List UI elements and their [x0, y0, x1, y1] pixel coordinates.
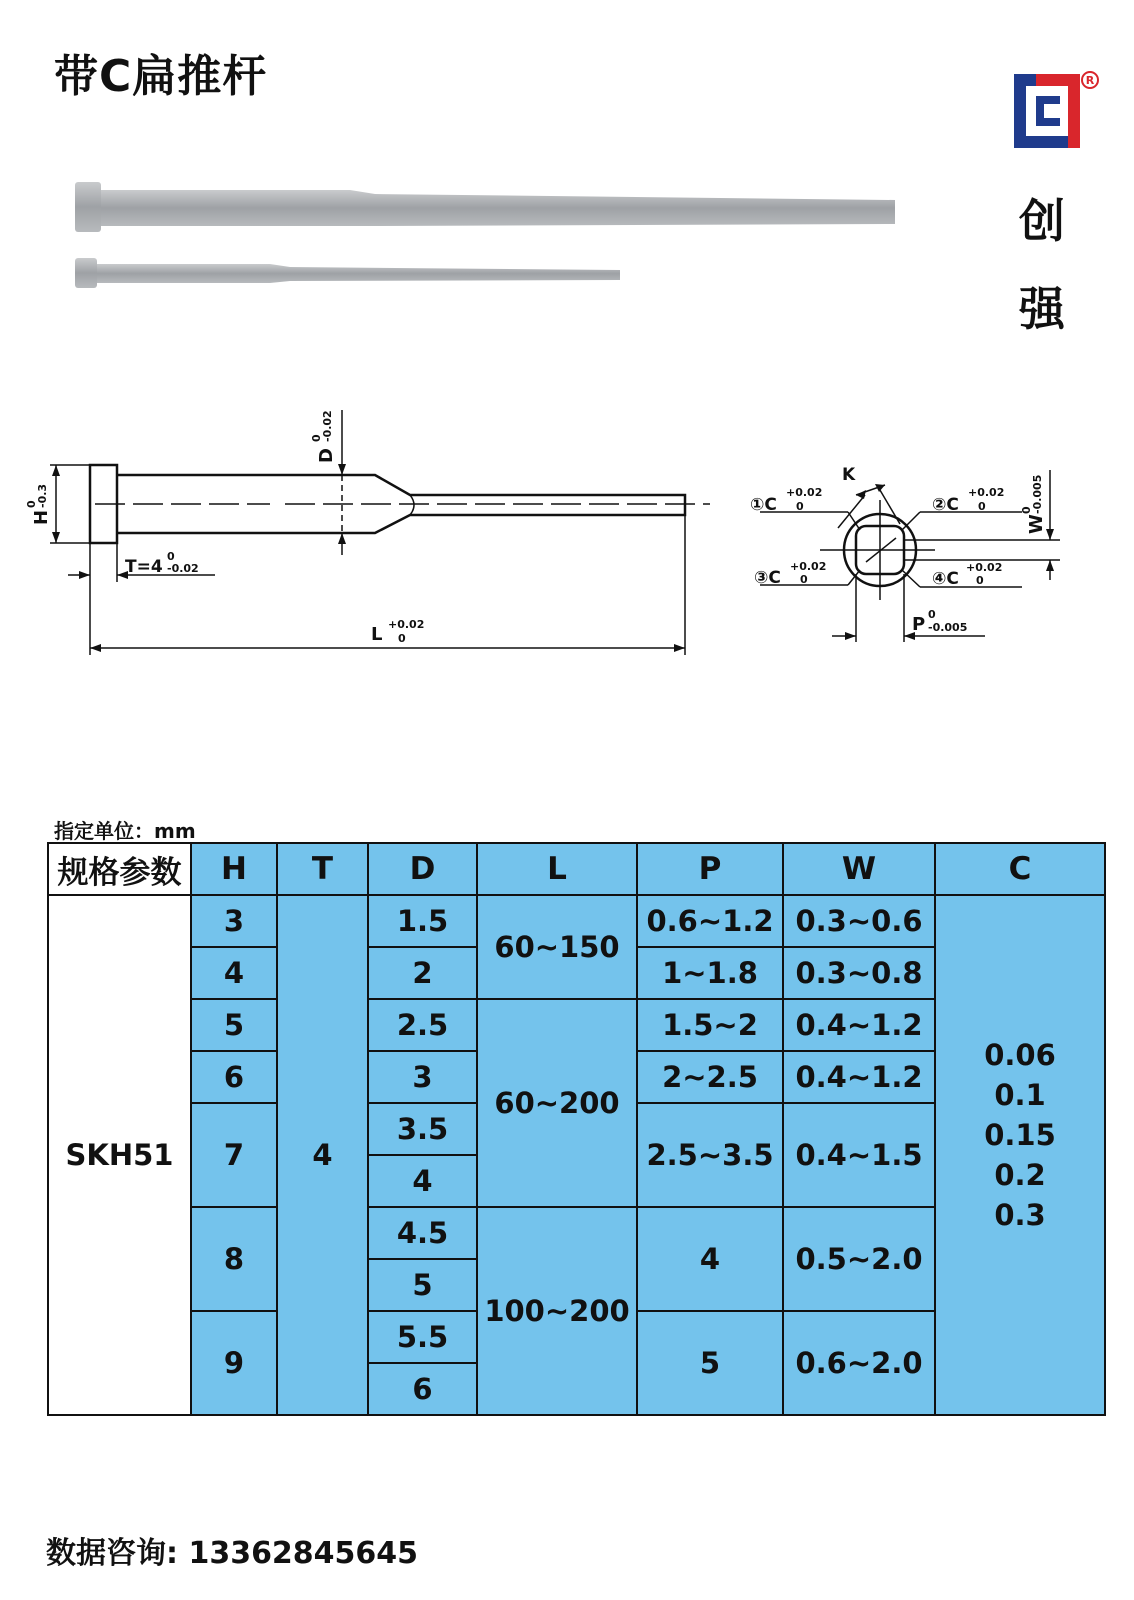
t-cell: 4 [277, 895, 368, 1415]
large-pin [75, 182, 895, 232]
unit-note: 指定单位：mm [54, 819, 196, 843]
l-cell: 60~200 [477, 999, 637, 1207]
c-value: 0.3 [994, 1198, 1046, 1232]
header-spec: 规格参数 [48, 843, 191, 895]
t-label: T=4 [125, 557, 163, 577]
d-cell: 2.5 [368, 999, 477, 1051]
p-cell: 5 [637, 1311, 783, 1415]
h-tol-upper: 0 [25, 500, 38, 508]
p-cell: 2~2.5 [637, 1051, 783, 1103]
d-cell: 2 [368, 947, 477, 999]
d-tol-upper: 0 [310, 434, 323, 442]
header-d: D [368, 843, 477, 895]
l-cell: 60~150 [477, 895, 637, 999]
brand-char-1: 创 [1019, 194, 1065, 248]
brand-char-2: 强 [1019, 282, 1065, 336]
chamfer-1-tol-lower: 0 [796, 500, 804, 513]
chamfer-4-tol-lower: 0 [976, 574, 984, 587]
h-cell: 5 [191, 999, 277, 1051]
p-tol-upper: 0 [928, 608, 936, 621]
h-cell: 6 [191, 1051, 277, 1103]
small-pin [75, 258, 620, 288]
d-tol-lower: -0.02 [321, 410, 334, 442]
d-label: D [316, 448, 337, 463]
header-l: L [477, 843, 637, 895]
w-cell: 0.3~0.8 [783, 947, 935, 999]
d-cell: 5 [368, 1259, 477, 1311]
w-cell: 0.4~1.2 [783, 1051, 935, 1103]
chamfer-3-tol-lower: 0 [800, 573, 808, 586]
w-cell: 0.4~1.2 [783, 999, 935, 1051]
d-cell: 4 [368, 1155, 477, 1207]
chamfer-4-label: ④C [932, 569, 959, 589]
l-tol-upper: +0.02 [388, 618, 425, 631]
l-tol-lower: 0 [398, 632, 406, 645]
chamfer-1-tol-upper: +0.02 [786, 486, 823, 499]
p-cell: 2.5~3.5 [637, 1103, 783, 1207]
table-row [48, 895, 1105, 947]
k-label: K [842, 465, 856, 485]
h-cell: 4 [191, 947, 277, 999]
d-cell: 6 [368, 1363, 477, 1415]
svg-text:R: R [1085, 74, 1095, 87]
page-title: 带C扁推杆 [54, 51, 268, 102]
c-cell [935, 895, 1105, 1415]
p-cell: 1~1.8 [637, 947, 783, 999]
d-cell: 3.5 [368, 1103, 477, 1155]
header-t: T [277, 843, 368, 895]
d-cell: 3 [368, 1051, 477, 1103]
h-cell: 3 [191, 895, 277, 947]
l-cell: 100~200 [477, 1207, 637, 1415]
w-tol-lower: -0.005 [1031, 474, 1044, 514]
side-view-drawing [20, 400, 740, 680]
chamfer-3-label: ③C [754, 568, 781, 588]
t-tol-lower: -0.02 [167, 562, 199, 575]
h-cell: 7 [191, 1103, 277, 1207]
h-label: H [31, 509, 52, 525]
header-p: P [637, 843, 783, 895]
end-view-drawing [750, 460, 1090, 660]
product-photo [70, 170, 930, 310]
c-value: 0.15 [984, 1118, 1056, 1152]
header-h: H [191, 843, 277, 895]
contact-line: 数据咨询: 13362845645 [46, 1536, 419, 1571]
l-label: L [371, 624, 383, 645]
w-tol-upper: 0 [1020, 506, 1033, 514]
spec-table [47, 842, 1106, 1416]
c-value: 0.06 [984, 1038, 1056, 1072]
p-cell: 1.5~2 [637, 999, 783, 1051]
p-tol-lower: -0.005 [928, 621, 968, 634]
h-cell: 9 [191, 1311, 277, 1415]
d-cell: 5.5 [368, 1311, 477, 1363]
p-cell: 4 [637, 1207, 783, 1311]
chamfer-4-tol-upper: +0.02 [966, 561, 1003, 574]
chamfer-1-label: ①C [750, 495, 777, 515]
material-cell: SKH51 [48, 895, 191, 1415]
p-label: P [912, 614, 926, 635]
brand-logo [1010, 68, 1120, 158]
chamfer-2-label: ②C [932, 495, 959, 515]
chamfer-2-tol-lower: 0 [978, 500, 986, 513]
chamfer-2-tol-upper: +0.02 [968, 486, 1005, 499]
p-cell: 0.6~1.2 [637, 895, 783, 947]
chamfer-3-tol-upper: +0.02 [790, 560, 827, 573]
w-label: W [1026, 514, 1047, 534]
w-cell: 0.5~2.0 [783, 1207, 935, 1311]
header-c: C [935, 843, 1105, 895]
table-header-row [48, 843, 1105, 895]
w-cell: 0.3~0.6 [783, 895, 935, 947]
w-cell: 0.6~2.0 [783, 1311, 935, 1415]
w-cell: 0.4~1.5 [783, 1103, 935, 1207]
c-value: 0.2 [994, 1158, 1046, 1192]
header-w: W [783, 843, 935, 895]
t-tol-upper: 0 [167, 550, 175, 563]
d-cell: 1.5 [368, 895, 477, 947]
h-tol-lower: -0.3 [36, 483, 49, 508]
d-cell: 4.5 [368, 1207, 477, 1259]
h-cell: 8 [191, 1207, 277, 1311]
c-value: 0.1 [994, 1078, 1046, 1112]
